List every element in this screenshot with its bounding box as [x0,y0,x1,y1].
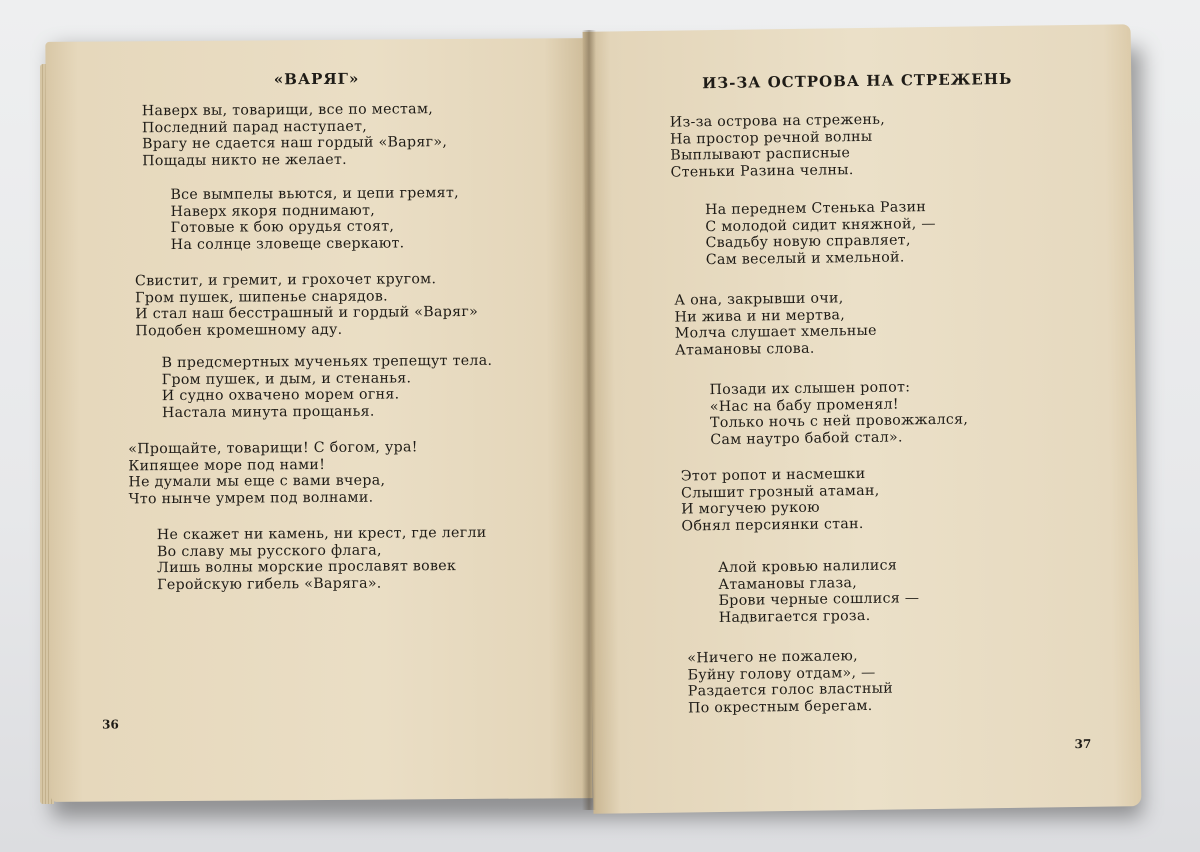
verse-line: И могучею рукою [681,499,820,518]
verse-line: Сам наутро бабой стал». [710,429,903,448]
verse-line: Последний парад наступает, [141,118,368,136]
verse-line: А она, закрывши очи, [674,290,844,309]
verse-line: Атамановы слова. [674,340,815,359]
verse-line: Только ночь с ней провожжался, [709,411,969,432]
verse-line: Гром пушек, шипенье снарядов. [135,288,388,306]
verse-line: Стеньки Разина челны. [670,161,854,181]
right-stanza-7 [687,648,893,717]
right-stanza-1 [670,112,886,181]
verse-line: Подобен кромешному аду. [135,321,343,340]
verse-line: И стал наш бесстрашный и гордый «Варяг» [135,304,479,323]
verse-line: Геройскую гибель «Варяга». [157,575,382,593]
verse-line: Что нынче умрем под волнами. [128,489,374,508]
verse-line: И судно охвачено морем огня. [161,386,400,405]
left-page [45,38,592,802]
verse-line: Ни жива и ни мертва, [674,306,846,326]
left-stanza-6 [157,525,487,594]
verse-line: С молодой сидит княжной, — [705,215,936,235]
verse-line: Обнял персиянки стан. [681,515,864,535]
book-gutter [582,30,596,810]
verse-line: Брови черные сошлися — [718,590,920,610]
left-stanza-4 [162,353,493,422]
left-page-number: 36 [102,717,119,732]
verse-line: Выплывают расписные [670,145,851,164]
verse-line: Наверх якоря поднимают, [170,202,376,220]
verse-line: Лишь волны морские прославят вовек [156,558,457,577]
verse-line: В предсмертных мученьях трепещут тела. [161,352,493,372]
left-stanza-5 [128,439,418,507]
left-stanza-3 [135,271,478,340]
right-stanza-4 [709,379,968,449]
verse-line: Молча слушает хмельные [674,322,877,342]
left-page-title: «ВАРЯГ» [273,69,360,89]
verse-line: Алой кровью налилися [717,557,898,577]
verse-line: Наверх вы, товарищи, все по местам, [141,101,434,120]
verse-line: Гром пушек, и дым, и стенанья. [161,369,412,388]
verse-line: Пощады никто не желает. [142,151,347,170]
verse-line: Раздается голос властный [687,680,894,700]
verse-line: Готовые к бою орудья стоят, [170,218,395,237]
verse-line: Позади их слышен ропот: [709,379,911,399]
verse-line: «Нас на бабу променял! [709,396,899,415]
verse-line: На простор речной волны [669,128,873,148]
verse-line: Не думали мы еще с вами вчера, [128,472,386,491]
right-stanza-3 [674,290,877,359]
left-stanza-2 [170,185,459,253]
verse-line: Буйну голову отдам», — [687,664,876,684]
verse-line: Свадьбу новую справляет, [705,232,911,252]
verse-line: Сам веселый и хмельной. [705,249,905,268]
verse-line: Во славу мы русского флага, [156,542,382,560]
verse-line: Кипящее море под нами! [128,456,326,474]
right-page-number: 37 [1074,736,1092,752]
right-page-title: ИЗ-ЗА ОСТРОВА НА СТРЕЖЕНЬ [702,69,1013,93]
verse-line: На солнце зловеще сверкают. [170,235,405,253]
verse-line: Слышит грозный атаман, [680,482,880,502]
left-stanza-1 [142,101,448,170]
right-stanza-6 [718,557,920,626]
verse-line: Свистит, и гремит, и грохочет кругом. [134,271,437,290]
verse-line: Из-за острова на стрежень, [669,111,886,131]
verse-line: «Прощайте, товарищи! С богом, ура! [128,439,418,458]
verse-line: «Ничего не пожалею, [687,648,859,667]
verse-line: Врагу не сдается наш гордый «Варяг», [142,134,448,153]
verse-line: По окрестным берегам. [687,697,873,717]
verse-line: Настала минута прощанья. [161,403,375,421]
verse-line: На переднем Стенька Разин [704,199,927,219]
right-stanza-2 [705,199,936,269]
right-stanza-5 [681,466,880,535]
verse-line: Этот ропот и насмешки [680,465,866,485]
verse-line: Надвигается гроза. [718,607,871,626]
right-page [583,24,1142,814]
verse-line: Атамановы глаза, [718,574,858,593]
verse-line: Все вымпелы вьются, и цепи гремят, [170,185,459,204]
verse-line: Не скажет ни камень, ни крест, где легли [156,524,487,544]
